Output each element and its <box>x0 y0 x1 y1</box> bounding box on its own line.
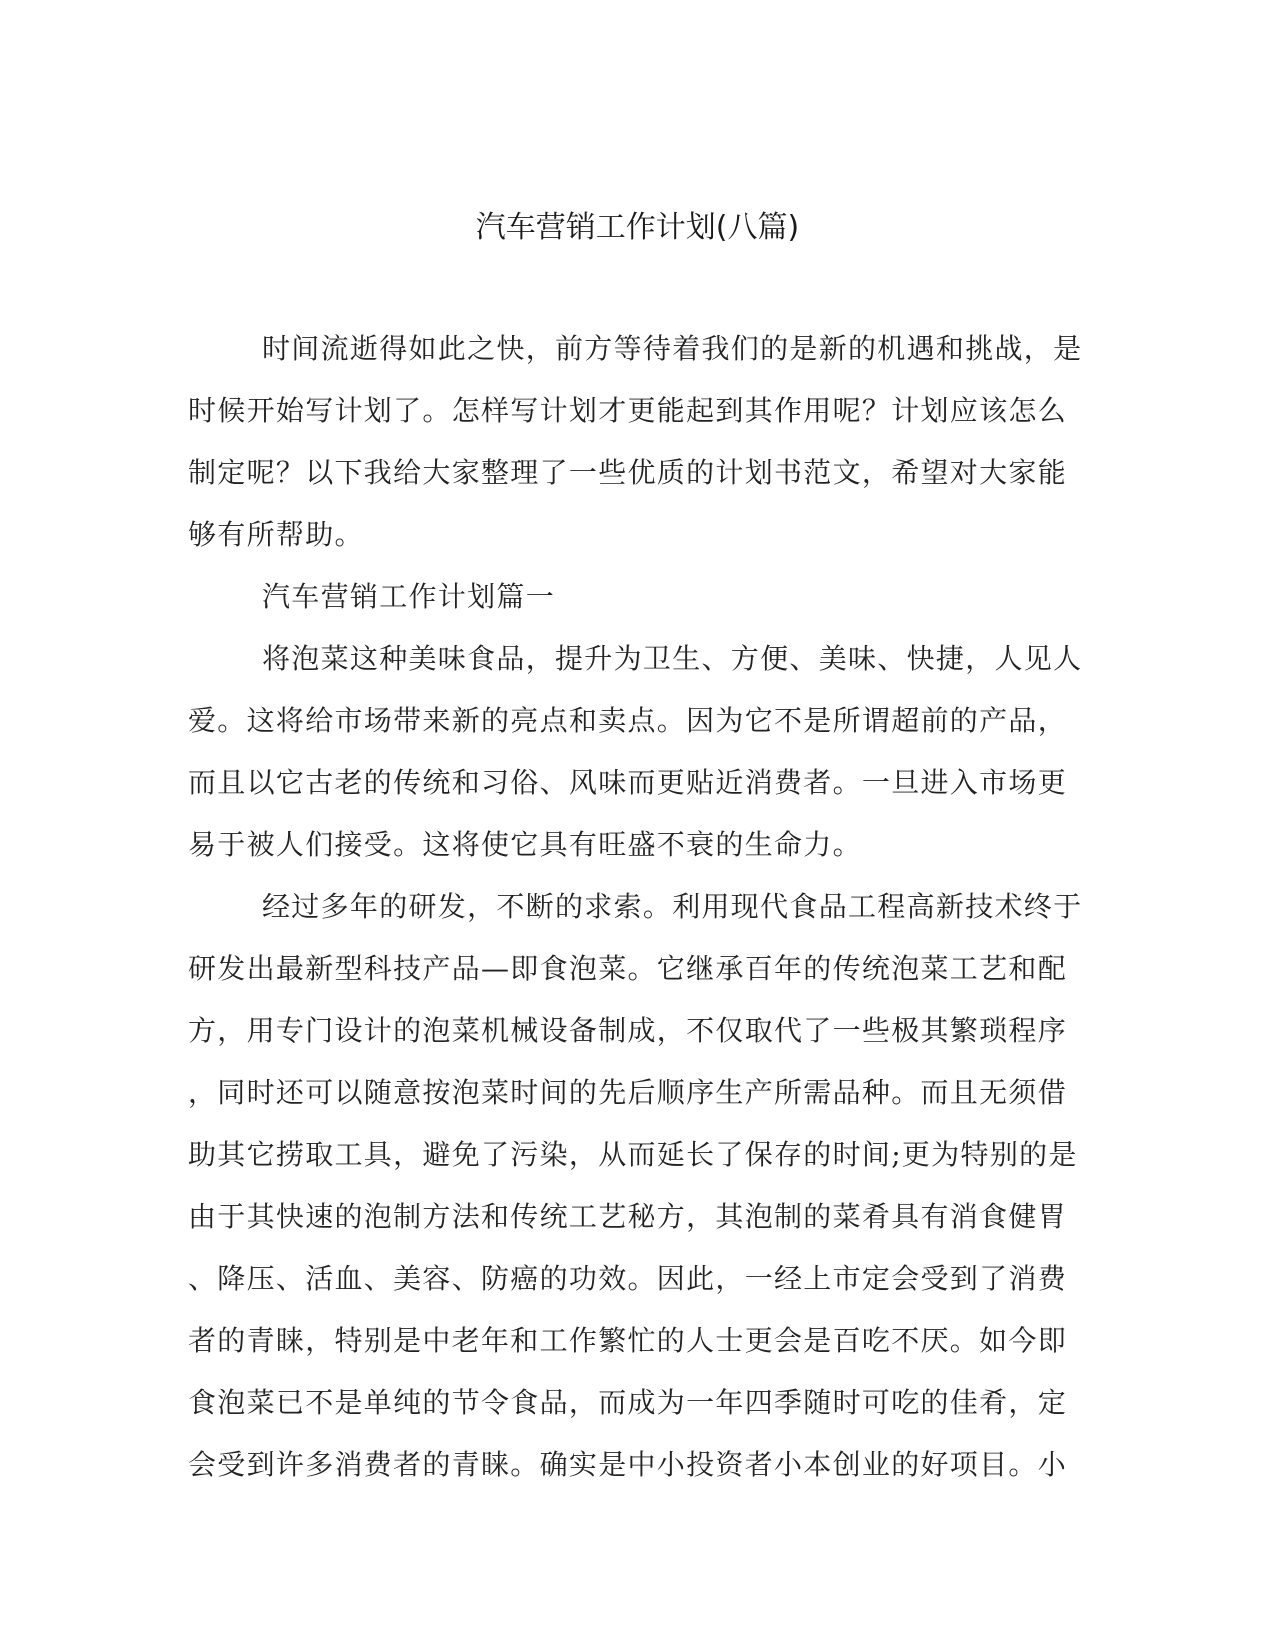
text-line: 汽车营销工作计划篇一 <box>262 580 556 613</box>
text-line: 助其它捞取工具，避免了污染，从而延长了保存的时间;更为特别的是 <box>188 1138 1078 1171</box>
text-line: 经过多年的研发，不断的求索。利用现代食品工程高新技术终于 <box>262 890 1083 923</box>
text-line: 制定呢？以下我给大家整理了一些优质的计划书范文，希望对大家能 <box>188 456 1068 489</box>
text-line: 食泡菜已不是单纯的节令食品，而成为一年四季随时可吃的佳肴，定 <box>188 1386 1068 1419</box>
text-line: 够有所帮助。 <box>188 518 364 551</box>
text-line: 由于其快速的泡制方法和传统工艺秘方，其泡制的菜肴具有消食健胃 <box>188 1200 1068 1233</box>
text-line: 者的青睐，特别是中老年和工作繁忙的人士更会是百吃不厌。如今即 <box>188 1324 1068 1357</box>
text-line: 时候开始写计划了。怎样写计划才更能起到其作用呢？计划应该怎么 <box>188 394 1068 427</box>
document-title: 汽车营销工作计划(八篇) <box>475 210 800 245</box>
text-line: 爱。这将给市场带来新的亮点和卖点。因为它不是所谓超前的产品， <box>188 704 1068 737</box>
text-line: 而且以它古老的传统和习俗、风味而更贴近消费者。一旦进入市场更 <box>188 766 1068 799</box>
document-body <box>188 318 1083 1496</box>
text-line: 、降压、活血、美容、防癌的功效。因此，一经上市定会受到了消费 <box>188 1262 1068 1295</box>
text-line: 方，用专门设计的泡菜机械设备制成，不仅取代了一些极其繁琐程序 <box>188 1014 1068 1047</box>
text-line: 将泡菜这种美味食品，提升为卫生、方便、美味、快捷，人见人 <box>262 642 1083 675</box>
text-line: 时间流逝得如此之快，前方等待着我们的是新的机遇和挑战，是 <box>262 332 1083 365</box>
text-line: ，同时还可以随意按泡菜时间的先后顺序生产所需品种。而且无须借 <box>188 1076 1068 1109</box>
text-line: 会受到许多消费者的青睐。确实是中小投资者小本创业的好项目。小 <box>188 1448 1068 1481</box>
text-line: 易于被人们接受。这将使它具有旺盛不衰的生命力。 <box>188 828 862 861</box>
text-line: 研发出最新型科技产品—即食泡菜。它继承百年的传统泡菜工艺和配 <box>188 952 1068 985</box>
